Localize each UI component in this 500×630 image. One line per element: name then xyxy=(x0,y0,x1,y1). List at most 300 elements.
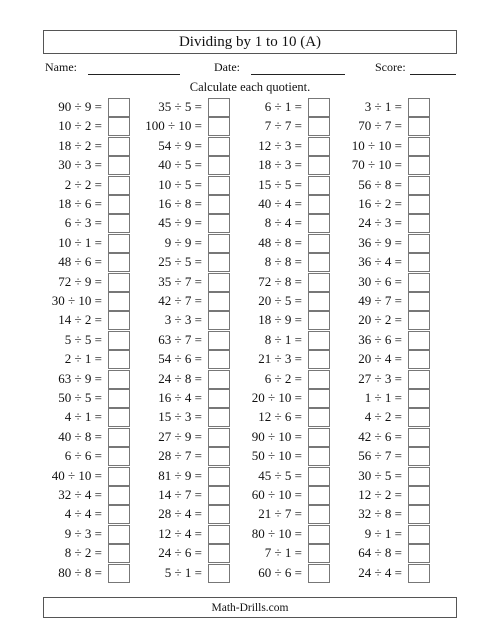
answer-box[interactable] xyxy=(108,544,130,563)
division-problem xyxy=(135,408,230,427)
problem-expression: 32 ÷ 4 = xyxy=(58,487,102,502)
answer-box[interactable] xyxy=(408,137,430,156)
division-problem xyxy=(135,505,230,524)
answer-box[interactable] xyxy=(208,117,230,136)
problem-expression: 24 ÷ 4 = xyxy=(358,564,402,580)
answer-box[interactable] xyxy=(408,408,430,427)
division-problem xyxy=(135,350,230,369)
answer-box[interactable] xyxy=(108,447,130,466)
problem-expression: 63 ÷ 7 = xyxy=(158,331,202,347)
problem-expression: 28 ÷ 4 = xyxy=(158,506,202,522)
problem-expression: 50 ÷ 5 = xyxy=(58,390,102,405)
answer-box[interactable] xyxy=(408,447,430,466)
answer-box[interactable] xyxy=(408,253,430,272)
answer-box[interactable] xyxy=(408,117,430,136)
problem-expression: 18 ÷ 3 = xyxy=(258,157,302,173)
problem-expression: 72 ÷ 8 = xyxy=(258,273,302,289)
answer-box[interactable] xyxy=(308,564,330,583)
problem-expression: 6 ÷ 1 = xyxy=(264,99,302,114)
problem-expression: 90 ÷ 10 = xyxy=(251,428,302,444)
problem-row xyxy=(0,195,500,214)
division-problem xyxy=(235,525,330,544)
answer-box[interactable] xyxy=(208,408,230,427)
problem-expression: 4 ÷ 1 = xyxy=(64,409,102,425)
problem-expression: 8 ÷ 4 = xyxy=(264,215,302,231)
division-problem xyxy=(335,195,430,214)
answer-box[interactable] xyxy=(208,544,230,563)
date-blank[interactable] xyxy=(251,60,345,75)
division-problem xyxy=(135,467,230,486)
problem-expression: 18 ÷ 2 = xyxy=(58,137,102,153)
answer-box[interactable] xyxy=(308,505,330,524)
division-problem xyxy=(135,156,230,175)
answer-box[interactable] xyxy=(308,389,330,408)
answer-box[interactable] xyxy=(408,98,430,117)
problem-expression: 40 ÷ 8 = xyxy=(58,428,102,444)
division-problem xyxy=(135,214,230,233)
division-problem xyxy=(35,137,130,156)
score-blank[interactable] xyxy=(410,60,456,75)
problem-row xyxy=(0,117,500,136)
division-problem xyxy=(235,331,330,350)
problem-row xyxy=(0,467,500,486)
problem-expression: 60 ÷ 10 = xyxy=(251,487,302,502)
division-problem xyxy=(235,350,330,369)
answer-box[interactable] xyxy=(208,389,230,408)
problem-expression: 6 ÷ 6 = xyxy=(64,448,102,464)
division-problem xyxy=(35,467,130,486)
answer-box[interactable] xyxy=(108,195,130,214)
problem-expression: 49 ÷ 7 = xyxy=(358,293,402,308)
problem-expression: 2 ÷ 1 = xyxy=(64,351,102,367)
problem-row xyxy=(0,525,500,544)
problem-expression: 50 ÷ 10 = xyxy=(251,448,302,464)
division-problem xyxy=(235,467,330,486)
answer-box[interactable] xyxy=(108,486,130,505)
problem-expression: 30 ÷ 3 = xyxy=(58,157,102,173)
answer-box[interactable] xyxy=(408,234,430,253)
division-problem xyxy=(335,564,430,583)
problem-expression: 20 ÷ 4 = xyxy=(358,351,402,367)
division-problem xyxy=(35,156,130,175)
answer-box[interactable] xyxy=(308,292,330,311)
division-problem xyxy=(135,370,230,389)
answer-box[interactable] xyxy=(208,428,230,447)
problem-expression: 10 ÷ 10 = xyxy=(351,137,402,153)
problem-expression: 5 ÷ 1 = xyxy=(164,564,202,580)
division-problem xyxy=(35,505,130,524)
division-problem xyxy=(135,486,230,505)
answer-box[interactable] xyxy=(108,137,130,156)
problem-row xyxy=(0,273,500,292)
answer-box[interactable] xyxy=(208,467,230,486)
answer-box[interactable] xyxy=(108,117,130,136)
answer-box[interactable] xyxy=(308,195,330,214)
problem-row xyxy=(0,156,500,175)
problem-row xyxy=(0,253,500,272)
division-problem xyxy=(335,292,430,311)
footer-box xyxy=(43,597,457,618)
answer-box[interactable] xyxy=(108,98,130,117)
division-problem xyxy=(235,117,330,136)
problem-expression: 54 ÷ 9 = xyxy=(158,137,202,153)
problem-row xyxy=(0,176,500,195)
division-problem xyxy=(135,253,230,272)
problem-expression: 64 ÷ 8 = xyxy=(358,545,402,561)
problem-expression: 8 ÷ 2 = xyxy=(64,545,102,561)
answer-box[interactable] xyxy=(408,195,430,214)
answer-box[interactable] xyxy=(108,467,130,486)
answer-box[interactable] xyxy=(108,389,130,408)
answer-box[interactable] xyxy=(408,331,430,350)
problem-expression: 54 ÷ 6 = xyxy=(158,351,202,367)
division-problem xyxy=(235,311,330,330)
problem-expression: 28 ÷ 7 = xyxy=(158,448,202,464)
problem-row xyxy=(0,292,500,311)
problem-expression: 80 ÷ 8 = xyxy=(58,564,102,580)
answer-box[interactable] xyxy=(408,214,430,233)
answer-box[interactable] xyxy=(208,98,230,117)
problem-expression: 6 ÷ 3 = xyxy=(64,215,102,231)
problem-row xyxy=(0,98,500,117)
problem-expression: 10 ÷ 2 = xyxy=(58,118,102,134)
problem-expression: 9 ÷ 3 = xyxy=(64,525,102,541)
problem-expression: 14 ÷ 7 = xyxy=(158,487,202,502)
division-problem xyxy=(135,525,230,544)
division-problem xyxy=(35,98,130,117)
problem-expression: 20 ÷ 2 = xyxy=(358,312,402,328)
problem-row xyxy=(0,234,500,253)
division-problem xyxy=(335,253,430,272)
name-blank[interactable] xyxy=(88,60,180,75)
division-problem xyxy=(335,273,430,292)
answer-box[interactable] xyxy=(208,176,230,195)
problem-row xyxy=(0,505,500,524)
answer-box[interactable] xyxy=(308,253,330,272)
answer-box[interactable] xyxy=(408,544,430,563)
problem-expression: 36 ÷ 6 = xyxy=(358,331,402,347)
answer-box[interactable] xyxy=(208,447,230,466)
division-problem xyxy=(235,389,330,408)
problem-row xyxy=(0,408,500,427)
problem-expression: 35 ÷ 7 = xyxy=(158,273,202,289)
answer-box[interactable] xyxy=(408,311,430,330)
problem-expression: 7 ÷ 1 = xyxy=(264,545,302,561)
problem-row xyxy=(0,331,500,350)
division-problem xyxy=(135,176,230,195)
answer-box[interactable] xyxy=(308,544,330,563)
answer-box[interactable] xyxy=(108,156,130,175)
problem-expression: 40 ÷ 5 = xyxy=(158,157,202,173)
division-problem xyxy=(135,428,230,447)
problem-expression: 12 ÷ 6 = xyxy=(258,409,302,425)
answer-box[interactable] xyxy=(308,273,330,292)
division-problem xyxy=(135,311,230,330)
answer-box[interactable] xyxy=(308,117,330,136)
division-problem xyxy=(135,564,230,583)
problem-expression: 35 ÷ 5 = xyxy=(158,99,202,114)
division-problem xyxy=(135,331,230,350)
problem-expression: 20 ÷ 5 = xyxy=(258,293,302,308)
answer-box[interactable] xyxy=(108,525,130,544)
division-problem xyxy=(235,408,330,427)
division-problem xyxy=(35,408,130,427)
answer-box[interactable] xyxy=(208,331,230,350)
division-problem xyxy=(235,253,330,272)
problem-expression: 16 ÷ 8 = xyxy=(158,196,202,211)
division-problem xyxy=(35,117,130,136)
division-problem xyxy=(235,292,330,311)
division-problem xyxy=(235,98,330,117)
problem-expression: 12 ÷ 4 = xyxy=(158,525,202,541)
problem-expression: 36 ÷ 4 = xyxy=(358,254,402,270)
problem-expression: 3 ÷ 3 = xyxy=(164,312,202,328)
answer-box[interactable] xyxy=(108,331,130,350)
answer-box[interactable] xyxy=(308,525,330,544)
answer-box[interactable] xyxy=(208,292,230,311)
problem-row xyxy=(0,389,500,408)
answer-box[interactable] xyxy=(408,564,430,583)
score-field xyxy=(375,60,456,75)
answer-box[interactable] xyxy=(308,311,330,330)
division-problem xyxy=(135,447,230,466)
problem-expression: 40 ÷ 4 = xyxy=(258,196,302,211)
problem-expression: 63 ÷ 9 = xyxy=(58,370,102,386)
division-problem xyxy=(235,137,330,156)
division-problem xyxy=(335,486,430,505)
student-info-row xyxy=(0,60,500,80)
problem-expression: 2 ÷ 2 = xyxy=(64,176,102,192)
division-problem xyxy=(35,428,130,447)
problem-expression: 12 ÷ 2 = xyxy=(358,487,402,502)
answer-box[interactable] xyxy=(108,234,130,253)
division-problem xyxy=(135,195,230,214)
division-problem xyxy=(135,234,230,253)
answer-box[interactable] xyxy=(408,273,430,292)
problem-expression: 16 ÷ 2 = xyxy=(358,196,402,211)
problem-expression: 45 ÷ 9 = xyxy=(158,215,202,231)
division-problem xyxy=(135,273,230,292)
division-problem xyxy=(235,176,330,195)
instructions: Calculate each quotient. xyxy=(189,80,311,94)
answer-box[interactable] xyxy=(208,156,230,175)
problem-expression: 56 ÷ 8 = xyxy=(358,176,402,192)
problem-expression: 42 ÷ 7 = xyxy=(158,293,202,308)
answer-box[interactable] xyxy=(308,176,330,195)
answer-box[interactable] xyxy=(208,350,230,369)
answer-box[interactable] xyxy=(308,137,330,156)
division-problem xyxy=(35,292,130,311)
answer-box[interactable] xyxy=(408,525,430,544)
division-problem xyxy=(35,273,130,292)
division-problem xyxy=(35,370,130,389)
division-problem xyxy=(235,156,330,175)
answer-box[interactable] xyxy=(208,214,230,233)
answer-box[interactable] xyxy=(408,505,430,524)
division-problem xyxy=(335,389,430,408)
problem-row xyxy=(0,544,500,563)
division-problem xyxy=(35,311,130,330)
answer-box[interactable] xyxy=(208,525,230,544)
problem-row xyxy=(0,370,500,389)
answer-box[interactable] xyxy=(308,331,330,350)
problem-expression: 8 ÷ 8 = xyxy=(264,254,302,270)
answer-box[interactable] xyxy=(408,176,430,195)
answer-box[interactable] xyxy=(208,505,230,524)
division-problem xyxy=(135,292,230,311)
answer-box[interactable] xyxy=(408,292,430,311)
division-problem xyxy=(335,98,430,117)
problem-expression: 9 ÷ 9 = xyxy=(164,234,202,250)
problem-expression: 5 ÷ 5 = xyxy=(64,331,102,347)
answer-box[interactable] xyxy=(208,311,230,330)
answer-box[interactable] xyxy=(308,467,330,486)
problem-row xyxy=(0,214,500,233)
answer-box[interactable] xyxy=(308,156,330,175)
problem-expression: 14 ÷ 2 = xyxy=(58,312,102,328)
division-problem xyxy=(235,428,330,447)
problem-expression: 16 ÷ 4 = xyxy=(158,390,202,405)
problem-expression: 72 ÷ 9 = xyxy=(58,273,102,289)
answer-box[interactable] xyxy=(108,408,130,427)
problem-expression: 12 ÷ 3 = xyxy=(258,137,302,153)
answer-box[interactable] xyxy=(308,98,330,117)
division-problem xyxy=(35,253,130,272)
answer-box[interactable] xyxy=(308,428,330,447)
problem-expression: 24 ÷ 3 = xyxy=(358,215,402,231)
division-problem xyxy=(135,544,230,563)
division-problem xyxy=(335,428,430,447)
answer-box[interactable] xyxy=(308,447,330,466)
problem-expression: 3 ÷ 1 = xyxy=(364,99,402,114)
division-problem xyxy=(335,525,430,544)
division-problem xyxy=(35,389,130,408)
problem-expression: 27 ÷ 9 = xyxy=(158,428,202,444)
division-problem xyxy=(35,350,130,369)
answer-box[interactable] xyxy=(408,389,430,408)
problem-row xyxy=(0,311,500,330)
problem-expression: 36 ÷ 9 = xyxy=(358,234,402,250)
division-problem xyxy=(35,195,130,214)
answer-box[interactable] xyxy=(108,214,130,233)
answer-box[interactable] xyxy=(408,428,430,447)
division-problem xyxy=(35,544,130,563)
division-problem xyxy=(335,467,430,486)
problem-expression: 81 ÷ 9 = xyxy=(158,467,202,483)
answer-box[interactable] xyxy=(108,176,130,195)
problem-row xyxy=(0,564,500,583)
problem-expression: 30 ÷ 6 = xyxy=(358,273,402,289)
problem-expression: 15 ÷ 3 = xyxy=(158,409,202,425)
answer-box[interactable] xyxy=(208,253,230,272)
division-problem xyxy=(235,214,330,233)
worksheet-title: Dividing by 1 to 10 (A) xyxy=(178,33,322,50)
problem-expression: 9 ÷ 1 = xyxy=(364,525,402,541)
answer-box[interactable] xyxy=(108,350,130,369)
division-problem xyxy=(35,447,130,466)
answer-box[interactable] xyxy=(408,486,430,505)
division-problem xyxy=(235,544,330,563)
answer-box[interactable] xyxy=(308,486,330,505)
answer-box[interactable] xyxy=(108,428,130,447)
problem-expression: 1 ÷ 1 = xyxy=(364,390,402,405)
answer-box[interactable] xyxy=(208,486,230,505)
division-problem xyxy=(335,156,430,175)
answer-box[interactable] xyxy=(108,273,130,292)
division-problem xyxy=(135,117,230,136)
answer-box[interactable] xyxy=(208,137,230,156)
answer-box[interactable] xyxy=(408,370,430,389)
answer-box[interactable] xyxy=(208,234,230,253)
problem-expression: 30 ÷ 5 = xyxy=(358,467,402,483)
problem-row xyxy=(0,428,500,447)
problem-expression: 6 ÷ 2 = xyxy=(264,370,302,386)
answer-box[interactable] xyxy=(108,370,130,389)
division-problem xyxy=(335,350,430,369)
problem-expression: 48 ÷ 6 = xyxy=(58,254,102,270)
division-problem xyxy=(235,447,330,466)
division-problem xyxy=(335,408,430,427)
answer-box[interactable] xyxy=(108,253,130,272)
answer-box[interactable] xyxy=(308,408,330,427)
problem-expression: 32 ÷ 8 = xyxy=(358,506,402,522)
problem-expression: 15 ÷ 5 = xyxy=(258,176,302,192)
problem-expression: 8 ÷ 1 = xyxy=(264,331,302,347)
answer-box[interactable] xyxy=(408,350,430,369)
answer-box[interactable] xyxy=(308,350,330,369)
answer-box[interactable] xyxy=(208,564,230,583)
division-problem xyxy=(35,331,130,350)
division-problem xyxy=(35,176,130,195)
answer-box[interactable] xyxy=(108,292,130,311)
answer-box[interactable] xyxy=(208,370,230,389)
problem-expression: 42 ÷ 6 = xyxy=(358,428,402,444)
division-problem xyxy=(35,234,130,253)
date-field xyxy=(214,60,345,75)
division-problem xyxy=(135,137,230,156)
problem-expression: 10 ÷ 5 = xyxy=(158,176,202,192)
answer-box[interactable] xyxy=(208,273,230,292)
problem-expression: 70 ÷ 7 = xyxy=(358,118,402,134)
problem-expression: 30 ÷ 10 = xyxy=(51,293,102,308)
problem-expression: 40 ÷ 10 = xyxy=(51,467,102,483)
division-problem xyxy=(335,117,430,136)
answer-box[interactable] xyxy=(308,370,330,389)
score-label: Score: xyxy=(375,60,406,74)
division-problem xyxy=(235,234,330,253)
division-problem xyxy=(335,176,430,195)
problem-expression: 18 ÷ 9 = xyxy=(258,312,302,328)
answer-box[interactable] xyxy=(108,505,130,524)
answer-box[interactable] xyxy=(308,214,330,233)
date-label: Date: xyxy=(214,60,240,74)
answer-box[interactable] xyxy=(308,234,330,253)
problem-row xyxy=(0,486,500,505)
problem-row xyxy=(0,350,500,369)
name-label: Name: xyxy=(45,60,77,74)
answer-box[interactable] xyxy=(408,156,430,175)
answer-box[interactable] xyxy=(108,311,130,330)
problem-expression: 10 ÷ 1 = xyxy=(58,234,102,250)
problem-expression: 24 ÷ 6 = xyxy=(158,545,202,561)
division-problem xyxy=(335,214,430,233)
answer-box[interactable] xyxy=(108,564,130,583)
division-problem xyxy=(135,389,230,408)
answer-box[interactable] xyxy=(208,195,230,214)
answer-box[interactable] xyxy=(408,467,430,486)
problem-expression: 60 ÷ 6 = xyxy=(258,564,302,580)
problem-expression: 70 ÷ 10 = xyxy=(351,157,402,173)
